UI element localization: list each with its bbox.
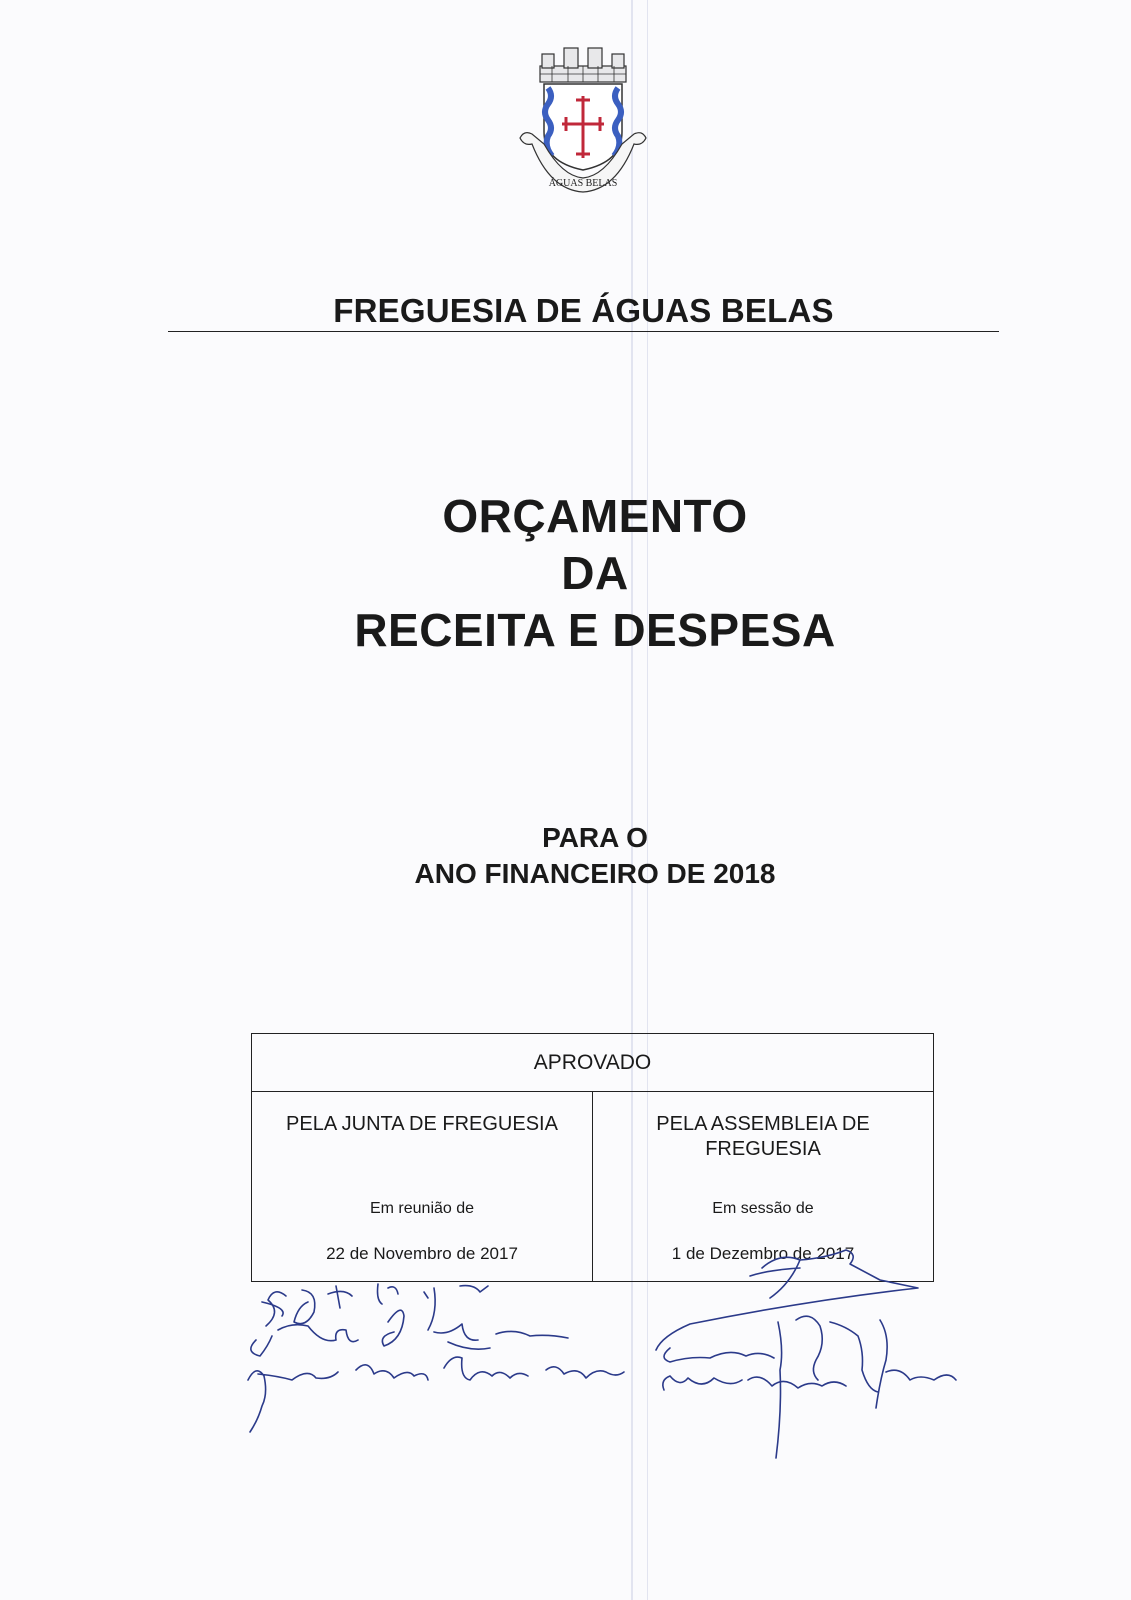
- approval-assembleia-date: 1 de Dezembro de 2017: [671, 1244, 855, 1263]
- junta-signatures: [238, 1282, 638, 1442]
- document-title-line-1: ORÇAMENTO: [442, 490, 748, 542]
- document-title-line-2: DA: [561, 547, 629, 599]
- approval-assembleia-title: PELA ASSEMBLEIA DE FREGUESIA: [656, 1113, 870, 1160]
- approval-heading: APROVADO: [252, 1034, 933, 1092]
- approval-junta-date: 22 de Novembro de 2017: [326, 1244, 518, 1263]
- document-title-line-3: RECEITA E DESPESA: [354, 604, 836, 656]
- approval-junta-cell: [252, 1092, 593, 1281]
- approval-junta-title: PELA JUNTA DE FREGUESIA: [286, 1113, 558, 1135]
- organization-title: FREGUESIA DE ÁGUAS BELAS: [333, 292, 834, 329]
- title-underline: [168, 331, 999, 332]
- document-title: [160, 488, 1030, 659]
- approval-assembleia-label: Em sessão de: [712, 1200, 814, 1217]
- document-subtitle-line-2: ANO FINANCEIRO DE 2018: [414, 858, 776, 889]
- scan-artifact-line: [647, 0, 648, 1600]
- coat-of-arms-icon: [512, 44, 654, 194]
- document-subtitle: [160, 820, 1030, 892]
- approval-junta-label: Em reunião de: [369, 1200, 475, 1217]
- crest-scroll-text: ÁGUAS BELAS: [548, 178, 618, 189]
- assembleia-signatures: [650, 1240, 980, 1460]
- document-subtitle-line-1: PARA O: [542, 822, 648, 853]
